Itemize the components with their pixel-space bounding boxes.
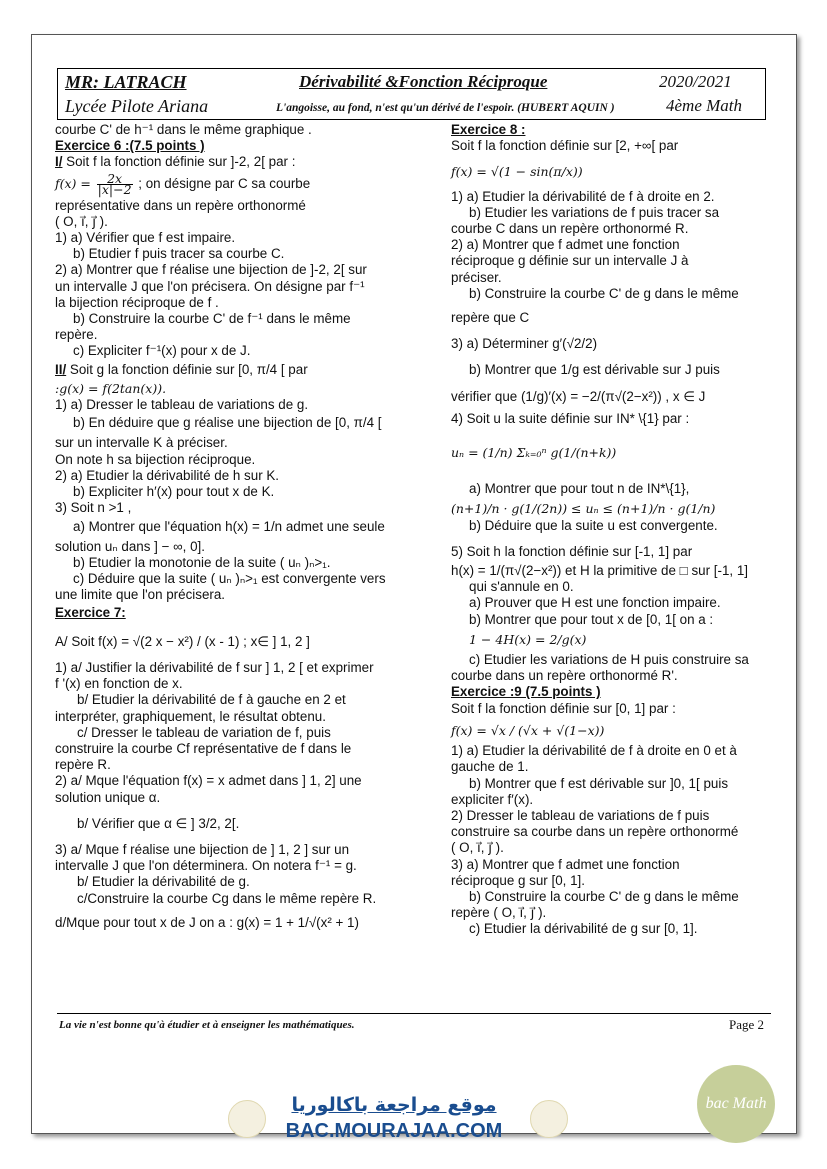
text-line: 4) Soit u la suite définie sur IN* \{1} par : [451, 410, 690, 426]
text-line: gauche de 1. [451, 759, 529, 775]
text-line: repère R. [55, 757, 111, 773]
text-line: réciproque g sur [0, 1]. [451, 872, 585, 888]
text-line: solution uₙ dans ] − ∞, 0]. [55, 538, 205, 554]
text-line: b/ Vérifier que α ∈ ] 3/2, 2[. [77, 815, 240, 831]
text-line: 5) Soit h la fonction définie sur [-1, 1] par [451, 543, 693, 559]
page-number: Page 2 [729, 1017, 765, 1032]
text-line: a) Montrer que pour tout n de IN*\{1}, [469, 481, 690, 497]
text-line: courbe dans un repère orthonormé R'. [451, 668, 678, 684]
text-line: b) Construire la courbe C' de g dans le même [469, 888, 739, 904]
part-label: II/ [55, 361, 67, 377]
footer-divider [57, 1013, 771, 1014]
text-line: réciproque g définie sur un intervalle J à [451, 253, 689, 269]
text-line: ( O, i⃗, j⃗ ). [451, 840, 504, 856]
text-line: b) Etudier la monotonie de la suite ( uₙ )ₙ>₁. [73, 554, 331, 570]
text-line: c) Déduire que la suite ( uₙ )ₙ>₁ est convergente vers [73, 571, 386, 587]
formula-line: :g(x) = f(2tan(x)). [55, 380, 167, 396]
right-column [451, 122, 781, 938]
text-line: b) Montrer que pour tout x de [0, 1[ on a : [469, 611, 714, 627]
document-title: Dérivabilité &Fonction Réciproque [299, 72, 548, 91]
formula-line: uₙ = (1/n) Σₖ₌₀ⁿ g(1/(n+k)) [451, 445, 617, 461]
text-line: repère que C [451, 310, 530, 326]
watermark-url[interactable]: BAC.MOURAJAA.COM [285, 1120, 503, 1142]
text-line: b) Montrer que 1/g est dérivable sur J puis [469, 362, 720, 378]
text-span: Soit f la fonction définie sur ]-2, 2[ par : [62, 154, 296, 170]
numerator: 2x [97, 174, 133, 185]
text-line: 3) a/ Mque f réalise une bijection de ] 1, 2 ] sur un [55, 841, 350, 857]
exercise-8-title: Exercice 8 : [451, 122, 526, 137]
text-line: préciser. [451, 269, 502, 285]
text-line: 2) a) Etudier la dérivabilité de h sur K. [55, 467, 280, 483]
text-line: construire la courbe Cf représentative de f dans le [55, 740, 352, 756]
text-line: 2) a/ Mque l'équation f(x) = x admet dans ] 1, 2] une [55, 773, 362, 789]
formula: f(x) = [55, 175, 91, 191]
text-line: une limite que l'on précisera. [55, 587, 226, 603]
page-header [57, 68, 766, 120]
book-logo-icon [530, 1100, 568, 1138]
bac-math-logo: bac Math [697, 1065, 775, 1143]
text-line: courbe C dans un repère orthonormé R. [451, 221, 689, 237]
text-line: f '(x) en fonction de x. [55, 676, 183, 692]
text-line: 3) a) Montrer que f admet une fonction [451, 856, 680, 872]
part-label: I/ [55, 154, 63, 170]
text-line: ( O, i⃗, j⃗ ). [55, 213, 108, 229]
left-column [55, 122, 415, 931]
text-line: c) Etudier la dérivabilité de g sur [0, 1]. [469, 921, 698, 937]
text-line: intervalle J que l'on déterminera. On notera f⁻¹ = g. [55, 858, 357, 874]
formula-line: 1 − 4H(x) = 2/g(x) [469, 631, 587, 647]
text-line: repère ( O, i⃗, j⃗ ). [451, 905, 547, 921]
text-line: 3) a) Déterminer g′(√2/2) [451, 336, 598, 352]
text-line: 1) a) Dresser le tableau de variations de g. [55, 397, 309, 413]
class-level: 4ème Math [666, 96, 743, 115]
text-line [55, 154, 415, 170]
text-line: 1) a) Etudier la dérivabilité de f à droite en 2. [451, 188, 715, 204]
text-line: un intervalle J que l'on précisera. On désigne par f⁻¹ [55, 278, 365, 294]
text-line [55, 362, 415, 378]
text-line: A/ Soit f(x) = √(2 x − x²) / (x - 1) ; x∈ ] 1, 2 ] [55, 633, 310, 649]
text-line: Soit f la fonction définie sur [2, +∞[ par [451, 138, 679, 154]
text-line: c/Construire la courbe Cg dans le même repère R. [77, 890, 377, 906]
text-line: c/ Dresser le tableau de variation de f, puis [77, 724, 331, 740]
exercise-9-title: Exercice :9 (7.5 points ) [451, 684, 601, 700]
site-watermark[interactable] [283, 1094, 505, 1154]
text-span: Soit g la fonction définie sur [0, π/4 [ par [66, 361, 308, 377]
teacher-name: MR: LATRACH [65, 72, 187, 92]
watermark-arabic: موقع مراجعة باكالوريا [291, 1094, 497, 1116]
book-logo-icon [228, 1100, 266, 1138]
text-line: 2) Dresser le tableau de variations de f puis [451, 807, 710, 823]
text-line: vérifier que (1/g)′(x) = −2/(π√(2−x²)) , x ∈ J [451, 388, 706, 404]
text-line: b/ Etudier la dérivabilité de g. [77, 874, 250, 890]
text-line: Soit f la fonction définie sur [0, 1] par : [451, 700, 676, 716]
text-line: b/ Etudier la dérivabilité de f à gauche en 2 et [77, 692, 346, 708]
text-line: c) Etudier les variations de H puis construire sa [469, 652, 749, 668]
text-line: b) Etudier les variations de f puis tracer sa [469, 204, 720, 220]
text-line: c) Expliciter f⁻¹(x) pour x de J. [73, 343, 251, 359]
denominator: |x|−2 [97, 181, 132, 197]
text-line: On note h sa bijection réciproque. [55, 451, 256, 467]
text-line: 1) a) Vérifier que f est impaire. [55, 230, 236, 246]
exercise-6-title: Exercice 6 :(7.5 points ) [55, 138, 205, 154]
formula-line: (n+1)/n · g(1/(2n)) ≤ uₙ ≤ (n+1)/n · g(1/n) [451, 501, 716, 517]
text-line: solution unique α. [55, 789, 161, 805]
formula-line [55, 170, 415, 197]
text-line: d/Mque pour tout x de J on a : g(x) = 1 + 1/√(x² + 1) [55, 914, 359, 930]
text-line: 1) a) Etudier la dérivabilité de f à droite en 0 et à [451, 743, 737, 759]
text-line: b) Montrer que f est dérivable sur ]0, 1[ puis [469, 775, 729, 791]
text-line: 2) a) Montrer que f admet une fonction [451, 237, 680, 253]
formula-line: f(x) = √(1 − sin(π/x)) [451, 164, 583, 180]
text-line: 3) Soit n >1 , [55, 500, 132, 516]
text-line: construire sa courbe dans un repère orthonormé [451, 824, 739, 840]
formula-line: f(x) = √x / (√x + √(1−x)) [451, 722, 605, 738]
fraction [97, 170, 133, 197]
footer-quote: La vie n'est bonne qu'à étudier et à enseigner les mathématiques. [59, 1019, 355, 1031]
text-line: b) Etudier f puis tracer sa courbe C. [73, 246, 285, 262]
text-span: ; on désigne par C sa courbe [134, 175, 311, 191]
text-line: repère. [55, 327, 98, 343]
header-quote: L'angoisse, au fond, n'est qu'un dérivé de l'espoir. (HUBERT AQUIN ) [276, 102, 615, 114]
text-line: 1) a/ Justifier la dérivabilité de f sur ] 1, 2 [ et exprimer [55, 659, 374, 675]
text-line: qui s'annule en 0. [469, 579, 574, 595]
text-line: représentative dans un repère orthonormé [55, 197, 306, 213]
school-name: Lycée Pilote Ariana [65, 96, 209, 116]
text-line: 2) a) Montrer que f réalise une bijection de ]-2, 2[ sur [55, 262, 367, 278]
text-line: b) Expliciter h′(x) pour tout x de K. [73, 484, 275, 500]
text-line: courbe C' de h⁻¹ dans le même graphique . [55, 122, 312, 137]
text-line: b) Construire la courbe C' de g dans le même [469, 285, 739, 301]
text-line: expliciter f′(x). [451, 791, 534, 807]
text-line: h(x) = 1/(π√(2−x²)) et H la primitive de □ sur [-1, 1] [451, 563, 749, 579]
exercise-7-title: Exercice 7: [55, 605, 126, 621]
text-line: interpréter, graphiquement, le résultat obtenu. [55, 708, 326, 724]
text-line: sur un intervalle K à préciser. [55, 435, 228, 451]
text-line: a) Montrer que l'équation h(x) = 1/n admet une seule [73, 519, 385, 535]
text-line: b) Déduire que la suite u est convergente. [469, 517, 718, 533]
school-year: 2020/2021 [659, 72, 732, 91]
text-line: b) En déduire que g réalise une bijection de [0, π/4 [ [73, 415, 382, 431]
text-line: a) Prouver que H est une fonction impaire. [469, 595, 721, 611]
text-line: b) Construire la courbe C' de f⁻¹ dans le même [73, 311, 351, 327]
text-line: la bijection réciproque de f . [55, 294, 219, 310]
